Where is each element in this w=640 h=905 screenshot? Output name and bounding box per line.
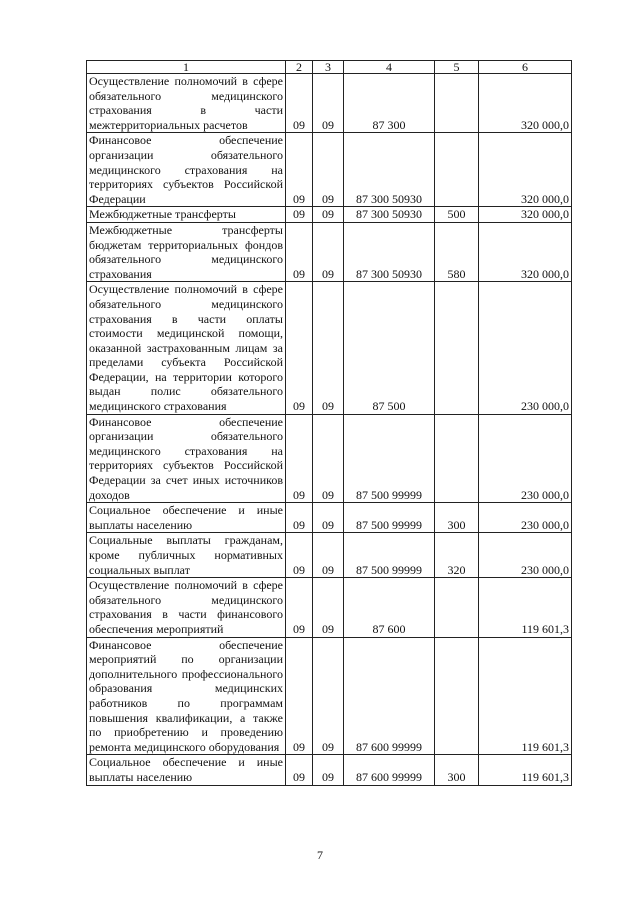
row-target-item: 87 300 50930 <box>344 133 435 207</box>
table-row <box>87 637 572 755</box>
row-target-item: 87 600 99999 <box>344 637 435 755</box>
row-section: 09 <box>286 503 313 533</box>
column-header: 1 <box>87 61 286 74</box>
row-name: Осуществление полномочий в сфере обязательного медицинского страхования в части межтерриториальных расчетов <box>87 74 286 133</box>
row-subsection: 09 <box>313 133 344 207</box>
row-name: Финансовое обеспечение организации обязательного медицинского страхования на территориях субъектов Российской Федерации за счет иных источников доходов <box>87 414 286 503</box>
row-section: 09 <box>286 74 313 133</box>
row-expense-type <box>435 414 479 503</box>
row-amount: 119 601,3 <box>479 637 572 755</box>
row-section: 09 <box>286 578 313 637</box>
row-name: Осуществление полномочий в сфере обязательного медицинского страхования в части оплаты стоимости медицинской помощи, оказанной застрахованным лицам за пределами субъекта Российской Федерации, на территории которого выдан полис обязательного медицинского страхования <box>87 282 286 414</box>
row-section: 09 <box>286 637 313 755</box>
row-expense-type <box>435 133 479 207</box>
row-name: Межбюджетные трансферты <box>87 207 286 223</box>
table-header-row <box>87 61 572 74</box>
row-subsection: 09 <box>313 533 344 578</box>
row-amount: 230 000,0 <box>479 414 572 503</box>
row-section: 09 <box>286 533 313 578</box>
row-amount: 320 000,0 <box>479 207 572 223</box>
row-target-item: 87 300 50930 <box>344 207 435 223</box>
row-amount: 320 000,0 <box>479 222 572 281</box>
row-target-item: 87 500 99999 <box>344 503 435 533</box>
column-header: 4 <box>344 61 435 74</box>
row-expense-type <box>435 74 479 133</box>
row-name: Социальное обеспечение и иные выплаты населению <box>87 755 286 785</box>
column-header: 5 <box>435 61 479 74</box>
row-section: 09 <box>286 282 313 414</box>
table-row <box>87 755 572 785</box>
row-expense-type: 300 <box>435 503 479 533</box>
row-amount: 230 000,0 <box>479 533 572 578</box>
row-name: Финансовое обеспечение организации обязательного медицинского страхования на территориях субъектов Российской Федерации <box>87 133 286 207</box>
row-amount: 119 601,3 <box>479 755 572 785</box>
table-row <box>87 133 572 207</box>
row-subsection: 09 <box>313 414 344 503</box>
row-expense-type: 320 <box>435 533 479 578</box>
row-name: Финансовое обеспечение мероприятий по организации дополнительного профессионального образования медицинских работников по программам повышения квалификации, а также по приобретению и проведению ремонта медицинского оборудования <box>87 637 286 755</box>
row-expense-type: 580 <box>435 222 479 281</box>
row-subsection: 09 <box>313 503 344 533</box>
table-row <box>87 533 572 578</box>
table-row <box>87 282 572 414</box>
row-subsection: 09 <box>313 282 344 414</box>
row-expense-type: 300 <box>435 755 479 785</box>
row-expense-type <box>435 637 479 755</box>
row-section: 09 <box>286 222 313 281</box>
row-subsection: 09 <box>313 207 344 223</box>
page-number: 7 <box>317 848 323 862</box>
table-row <box>87 207 572 223</box>
row-subsection: 09 <box>313 755 344 785</box>
column-header: 6 <box>479 61 572 74</box>
row-amount: 320 000,0 <box>479 133 572 207</box>
row-target-item: 87 300 50930 <box>344 222 435 281</box>
row-amount: 320 000,0 <box>479 74 572 133</box>
table-row <box>87 578 572 637</box>
column-header: 3 <box>313 61 344 74</box>
row-target-item: 87 600 <box>344 578 435 637</box>
row-expense-type: 500 <box>435 207 479 223</box>
row-section: 09 <box>286 133 313 207</box>
row-name: Межбюджетные трансферты бюджетам территориальных фондов обязательного медицинского страхования <box>87 222 286 281</box>
row-subsection: 09 <box>313 222 344 281</box>
budget-table <box>86 60 572 786</box>
row-amount: 119 601,3 <box>479 578 572 637</box>
table-row <box>87 503 572 533</box>
row-expense-type <box>435 282 479 414</box>
row-section: 09 <box>286 414 313 503</box>
row-amount: 230 000,0 <box>479 282 572 414</box>
row-amount: 230 000,0 <box>479 503 572 533</box>
table-row <box>87 414 572 503</box>
row-section: 09 <box>286 755 313 785</box>
row-expense-type <box>435 578 479 637</box>
column-header: 2 <box>286 61 313 74</box>
row-name: Социальное обеспечение и иные выплаты населению <box>87 503 286 533</box>
row-name: Осуществление полномочий в сфере обязательного медицинского страхования в части финансового обеспечения мероприятий <box>87 578 286 637</box>
table-row <box>87 222 572 281</box>
table-row <box>87 74 572 133</box>
row-name: Социальные выплаты гражданам, кроме публичных нормативных социальных выплат <box>87 533 286 578</box>
row-subsection: 09 <box>313 578 344 637</box>
row-target-item: 87 500 99999 <box>344 533 435 578</box>
row-subsection: 09 <box>313 74 344 133</box>
row-target-item: 87 600 99999 <box>344 755 435 785</box>
row-section: 09 <box>286 207 313 223</box>
row-target-item: 87 500 99999 <box>344 414 435 503</box>
row-subsection: 09 <box>313 637 344 755</box>
row-target-item: 87 500 <box>344 282 435 414</box>
row-target-item: 87 300 <box>344 74 435 133</box>
